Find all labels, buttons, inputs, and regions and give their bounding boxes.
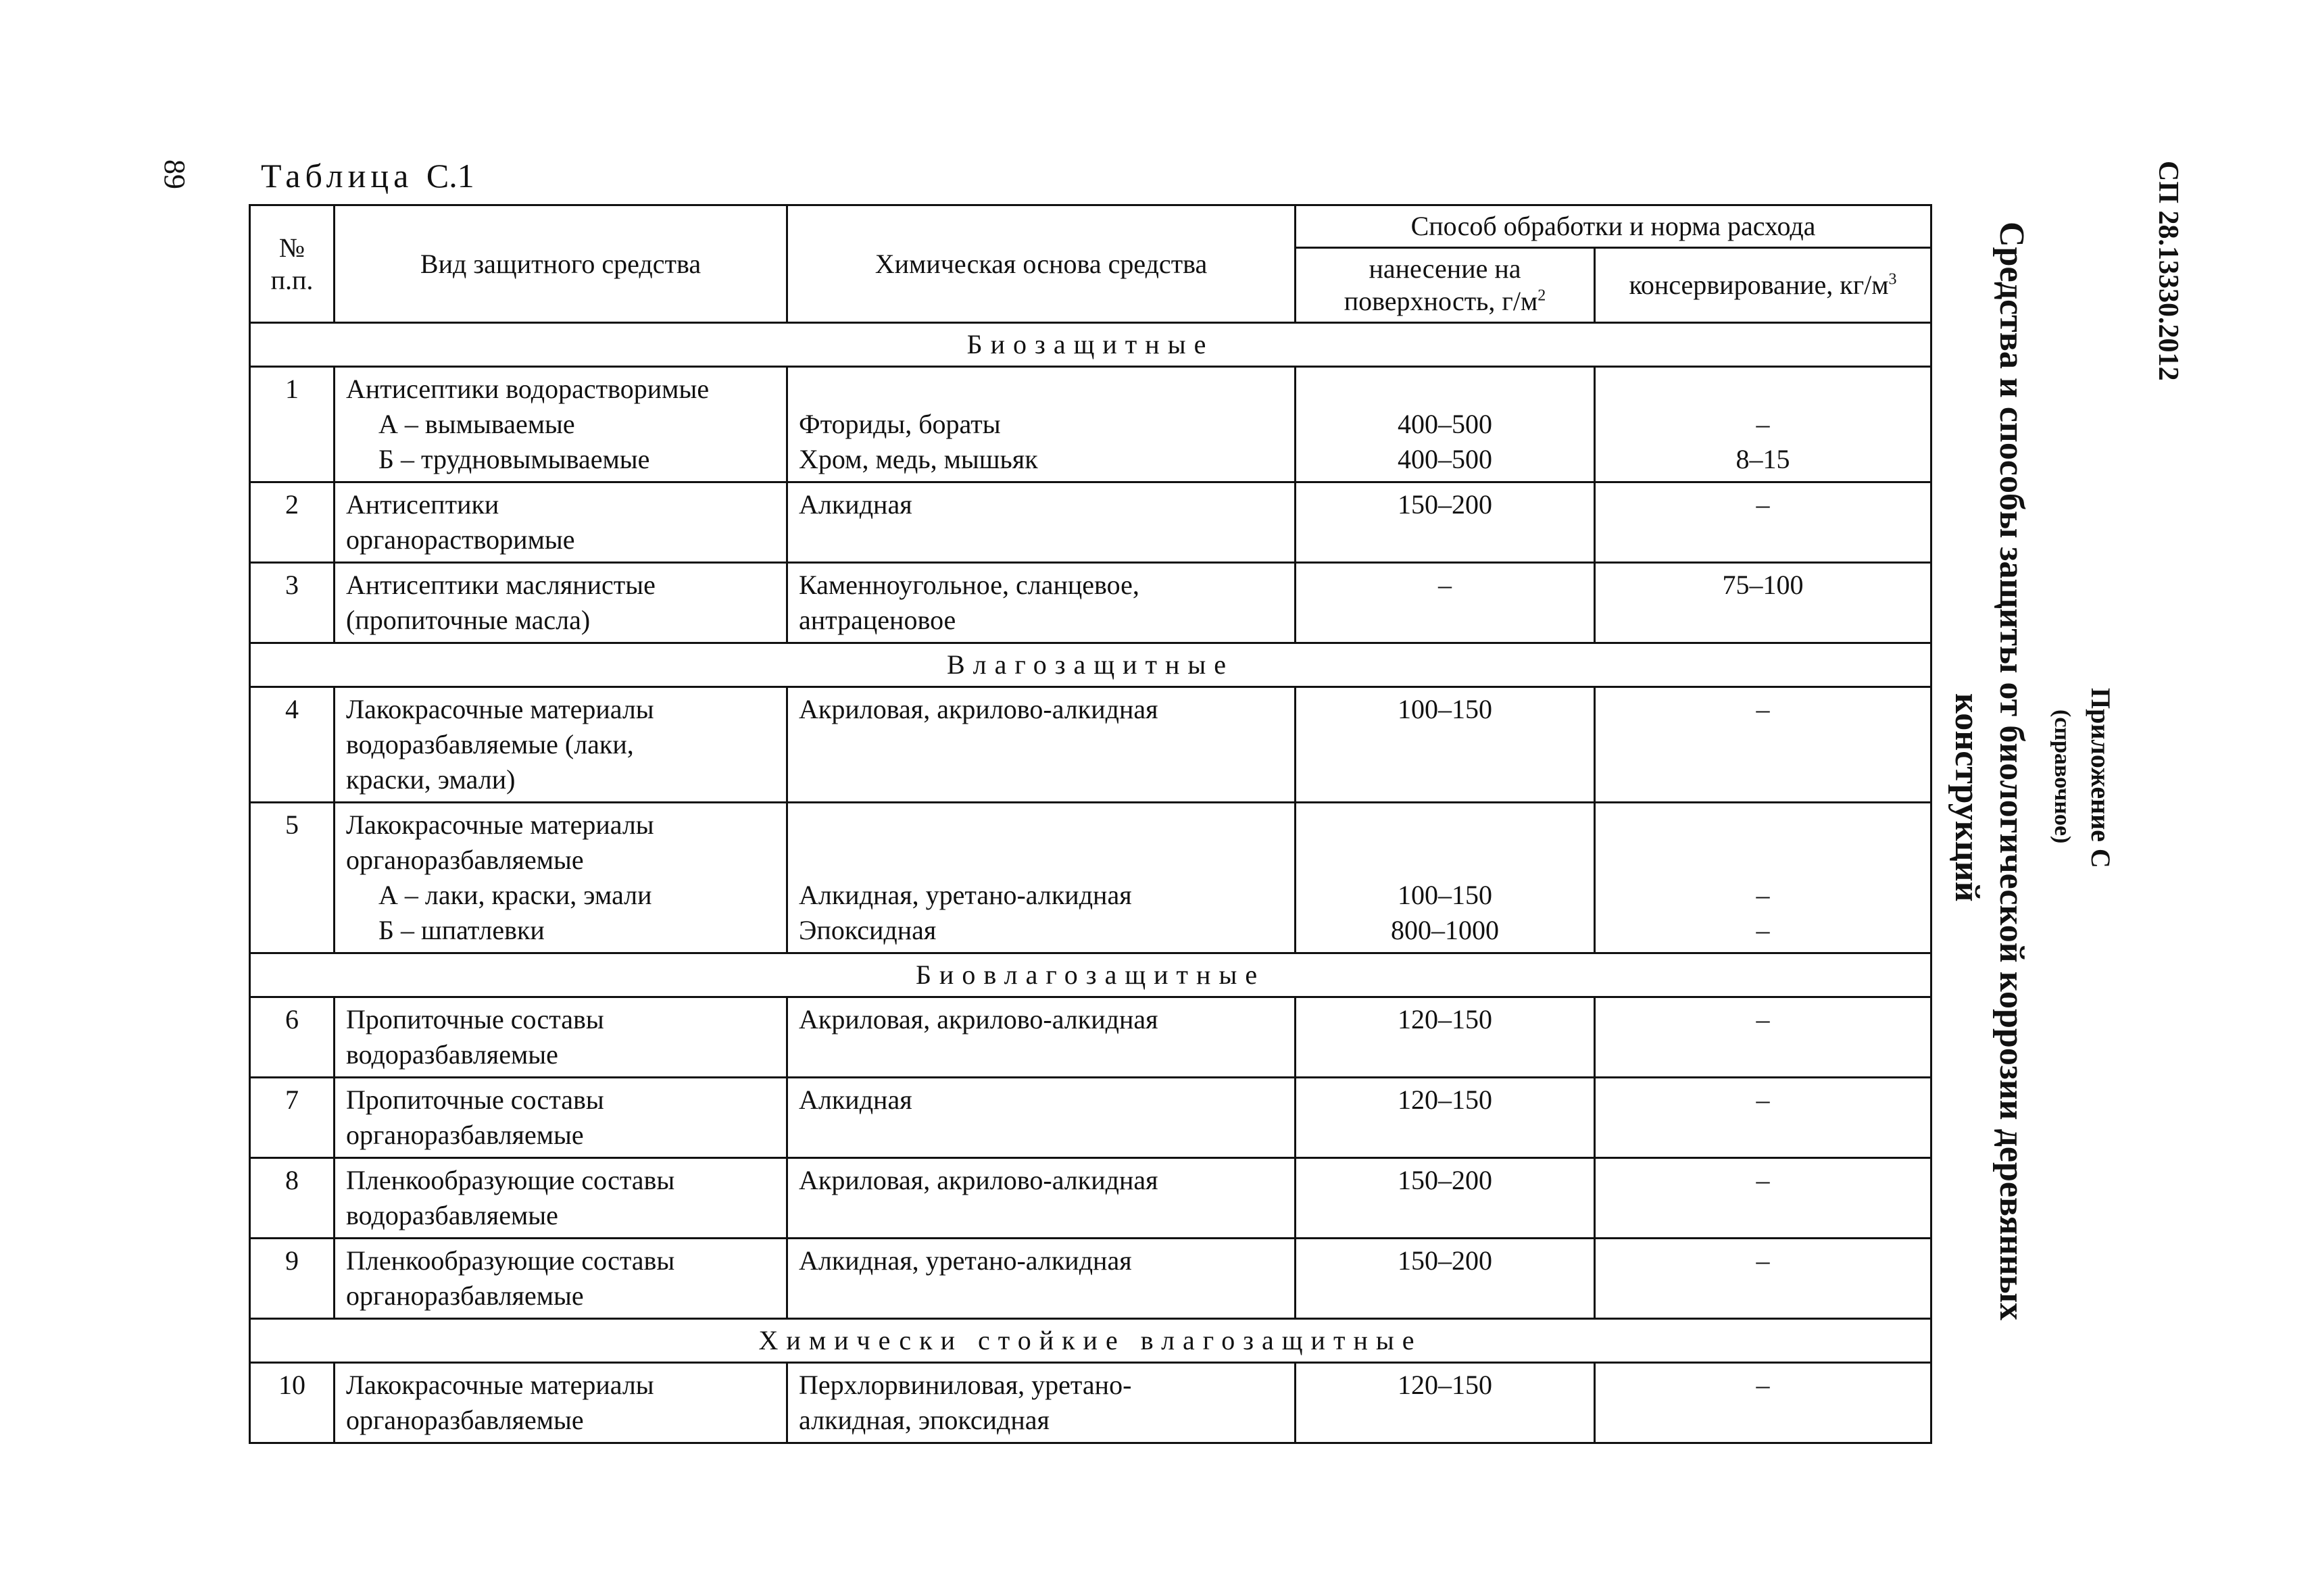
section-row: [250, 1319, 1931, 1363]
preservation-rate-line: –: [1756, 1245, 1770, 1276]
protective-agent-type-line: органоразбавляемые: [346, 1120, 584, 1150]
surface-application-rate: [1296, 1078, 1595, 1158]
protective-agent-type: [335, 367, 787, 482]
table-row: [250, 687, 1931, 803]
chemical-basis: [787, 1363, 1296, 1443]
surface-application-rate: [1296, 367, 1595, 482]
chemical-basis-line: [799, 807, 1283, 843]
protective-agent-type-line: Пропиточные составы: [346, 1084, 604, 1115]
surface-application-rate-line: [1307, 843, 1583, 878]
chemical-basis-line: Алкидная, уретано-алкидная: [799, 1245, 1132, 1276]
chemical-basis-line: Перхлорвиниловая, уретано-: [799, 1370, 1132, 1400]
chemical-basis: [787, 803, 1296, 953]
preservation-rate-line: [1606, 807, 1919, 843]
preservation-rate: [1595, 563, 1931, 643]
row-number: 1: [250, 367, 335, 482]
preservation-rate: [1595, 1239, 1931, 1319]
header-surface-sup: 2: [1537, 286, 1546, 305]
surface-application-rate: [1296, 1363, 1595, 1443]
surface-application-rate-line: –: [1438, 570, 1452, 600]
surface-application-rate: [1296, 997, 1595, 1078]
preservation-rate: [1595, 687, 1931, 803]
surface-application-rate-line: 400–500: [1398, 444, 1492, 474]
preservation-rate: [1595, 482, 1931, 563]
chemical-basis-line: Акриловая, акрилово-алкидная: [799, 1165, 1158, 1195]
appendix-label: Приложение С: [2086, 688, 2116, 868]
protective-agent-type-line: (пропиточные масла): [346, 605, 591, 635]
table-caption-number: С.1: [426, 157, 474, 195]
protective-agent-type: [335, 803, 787, 953]
protection-table: [249, 204, 1932, 1444]
header-surface: [1296, 248, 1595, 323]
header-chem: Химическая основа средства: [787, 205, 1296, 323]
chemical-basis-line: антраценовое: [799, 605, 956, 635]
preservation-rate: [1595, 1078, 1931, 1158]
table-row: [250, 1158, 1931, 1239]
chemical-basis: [787, 367, 1296, 482]
protective-agent-type-line: Пропиточные составы: [346, 1004, 604, 1034]
section-title: Влагозащитные: [250, 643, 1931, 687]
chemical-basis: [787, 687, 1296, 803]
chemical-basis-line: [799, 372, 1283, 407]
protective-agent-type-line: Пленкообразующие составы: [346, 1165, 675, 1195]
protective-agent-type-line: водоразбавляемые: [346, 1039, 558, 1070]
header-preservation-label: консервирование, кг/м: [1629, 270, 1889, 300]
protective-agent-type-line: А – лаки, краски, эмали: [378, 880, 652, 910]
row-number: 5: [250, 803, 335, 953]
surface-application-rate-line: 800–1000: [1391, 915, 1499, 945]
table-row: [250, 997, 1931, 1078]
chemical-basis-line: [799, 843, 1283, 878]
surface-application-rate-line: 150–200: [1398, 1165, 1492, 1195]
preservation-rate-line: [1606, 843, 1919, 878]
surface-application-rate: [1296, 687, 1595, 803]
protective-agent-type-line: органоразбавляемые: [346, 1405, 584, 1435]
surface-application-rate-line: 150–200: [1398, 1245, 1492, 1276]
header-row: [250, 205, 1931, 248]
table-row: [250, 1078, 1931, 1158]
preservation-rate-line: –: [1756, 1165, 1770, 1195]
chemical-basis: [787, 1158, 1296, 1239]
table-row: [250, 563, 1931, 643]
preservation-rate-line: –: [1756, 915, 1770, 945]
protective-agent-type-line: Антисептики водорастворимые: [346, 374, 710, 404]
surface-application-rate-line: 150–200: [1398, 489, 1492, 520]
preservation-rate: [1595, 803, 1931, 953]
row-number: 3: [250, 563, 335, 643]
surface-application-rate: [1296, 1239, 1595, 1319]
protective-agent-type: [335, 997, 787, 1078]
chemical-basis-line: алкидная, эпоксидная: [799, 1405, 1050, 1435]
preservation-rate-line: 8–15: [1736, 444, 1790, 474]
table-row: [250, 803, 1931, 953]
protective-agent-type-line: Пленкообразующие составы: [346, 1245, 675, 1276]
preservation-rate: [1595, 367, 1931, 482]
section-row: [250, 643, 1931, 687]
chemical-basis-line: Хром, медь, мышьяк: [799, 444, 1038, 474]
protective-agent-type-line: водоразбавляемые (лаки,: [346, 729, 634, 759]
appendix-title-line-1: Средства и способы защиты от биологической коррозии деревянных: [1992, 222, 2031, 1321]
page-number: 89: [158, 159, 191, 189]
protective-agent-type: [335, 1158, 787, 1239]
table-row: [250, 482, 1931, 563]
protective-agent-type: [335, 563, 787, 643]
chemical-basis-line: Фториды, бораты: [799, 409, 1001, 439]
protective-agent-type-line: Лакокрасочные материалы: [346, 1370, 654, 1400]
chemical-basis-line: Акриловая, акрилово-алкидная: [799, 694, 1158, 724]
preservation-rate-line: [1606, 372, 1919, 407]
chemical-basis: [787, 563, 1296, 643]
protective-agent-type-line: Антисептики маслянистые: [346, 570, 656, 600]
chemical-basis: [787, 1078, 1296, 1158]
chemical-basis-line: Эпоксидная: [799, 915, 937, 945]
chemical-basis: [787, 1239, 1296, 1319]
surface-application-rate: [1296, 482, 1595, 563]
appendix-title-line-2: конструкций: [1948, 693, 1986, 902]
protective-agent-type-line: Лакокрасочные материалы: [346, 809, 654, 840]
surface-application-rate-line: 120–150: [1398, 1370, 1492, 1400]
appendix-note: (справочное): [2050, 709, 2075, 844]
preservation-rate: [1595, 997, 1931, 1078]
surface-application-rate-line: 100–150: [1398, 880, 1492, 910]
chemical-basis-line: Алкидная, уретано-алкидная: [799, 880, 1132, 910]
protective-agent-type-line: А – вымываемые: [378, 409, 575, 439]
preservation-rate-line: –: [1756, 694, 1770, 724]
row-number: 9: [250, 1239, 335, 1319]
section-title: Химически стойкие влагозащитные: [250, 1319, 1931, 1363]
chemical-basis-line: Алкидная: [799, 489, 912, 520]
chemical-basis: [787, 482, 1296, 563]
table-caption: [261, 154, 474, 197]
surface-application-rate: [1296, 563, 1595, 643]
protective-agent-type-line: краски, эмали): [346, 764, 516, 795]
table-row: [250, 367, 1931, 482]
row-number: 4: [250, 687, 335, 803]
surface-application-rate: [1296, 1158, 1595, 1239]
chemical-basis: [787, 997, 1296, 1078]
row-number: 2: [250, 482, 335, 563]
protective-agent-type-line: Антисептики: [346, 489, 499, 520]
preservation-rate-line: –: [1756, 880, 1770, 910]
protective-agent-type: [335, 687, 787, 803]
surface-application-rate-line: 400–500: [1398, 409, 1492, 439]
section-title: Биовлагозащитные: [250, 953, 1931, 997]
surface-application-rate-line: [1307, 807, 1583, 843]
protective-agent-type-line: органоразбавляемые: [346, 845, 584, 875]
preservation-rate-line: –: [1756, 489, 1770, 520]
surface-application-rate-line: 100–150: [1398, 694, 1492, 724]
preservation-rate: [1595, 1158, 1931, 1239]
protective-agent-type-line: Б – трудновымываемые: [378, 444, 650, 474]
header-preservation: [1595, 248, 1931, 323]
protective-agent-type-line: органоразбавляемые: [346, 1280, 584, 1311]
preservation-rate-line: –: [1756, 409, 1770, 439]
preservation-rate: [1595, 1363, 1931, 1443]
document-code: СП 28.13330.2012: [2152, 161, 2184, 381]
section-title: Биозащитные: [250, 323, 1931, 367]
row-number: 6: [250, 997, 335, 1078]
table-row: [250, 1363, 1931, 1443]
surface-application-rate: [1296, 803, 1595, 953]
chemical-basis-line: Каменноугольное, сланцевое,: [799, 570, 1139, 600]
protective-agent-type: [335, 1363, 787, 1443]
chemical-basis-line: Акриловая, акрилово-алкидная: [799, 1004, 1158, 1034]
header-surface-label: нанесение на поверхность, г/м: [1344, 253, 1538, 316]
chemical-basis-line: Алкидная: [799, 1084, 912, 1115]
surface-application-rate-line: 120–150: [1398, 1084, 1492, 1115]
table-body: [250, 323, 1931, 1443]
protective-agent-type: [335, 1078, 787, 1158]
protective-agent-type-line: водоразбавляемые: [346, 1200, 558, 1230]
protective-agent-type-line: Б – шпатлевки: [378, 915, 545, 945]
table-row: [250, 1239, 1931, 1319]
header-preservation-sup: 3: [1888, 270, 1897, 289]
header-method-group: Способ обработки и норма расхода: [1296, 205, 1931, 248]
row-number: 7: [250, 1078, 335, 1158]
row-number: 8: [250, 1158, 335, 1239]
surface-application-rate-line: [1307, 372, 1583, 407]
protective-agent-type-line: органорастворимые: [346, 524, 575, 555]
preservation-rate-line: 75–100: [1722, 570, 1804, 600]
row-number: 10: [250, 1363, 335, 1443]
protective-agent-type: [335, 482, 787, 563]
surface-application-rate-line: 120–150: [1398, 1004, 1492, 1034]
header-type: Вид защитного средства: [335, 205, 787, 323]
protective-agent-type-line: Лакокрасочные материалы: [346, 694, 654, 724]
header-num: № п.п.: [250, 205, 335, 323]
protective-agent-type: [335, 1239, 787, 1319]
table-caption-word: Таблица: [261, 157, 414, 195]
preservation-rate-line: –: [1756, 1004, 1770, 1034]
section-row: [250, 953, 1931, 997]
preservation-rate-line: –: [1756, 1084, 1770, 1115]
section-row: [250, 323, 1931, 367]
preservation-rate-line: –: [1756, 1370, 1770, 1400]
